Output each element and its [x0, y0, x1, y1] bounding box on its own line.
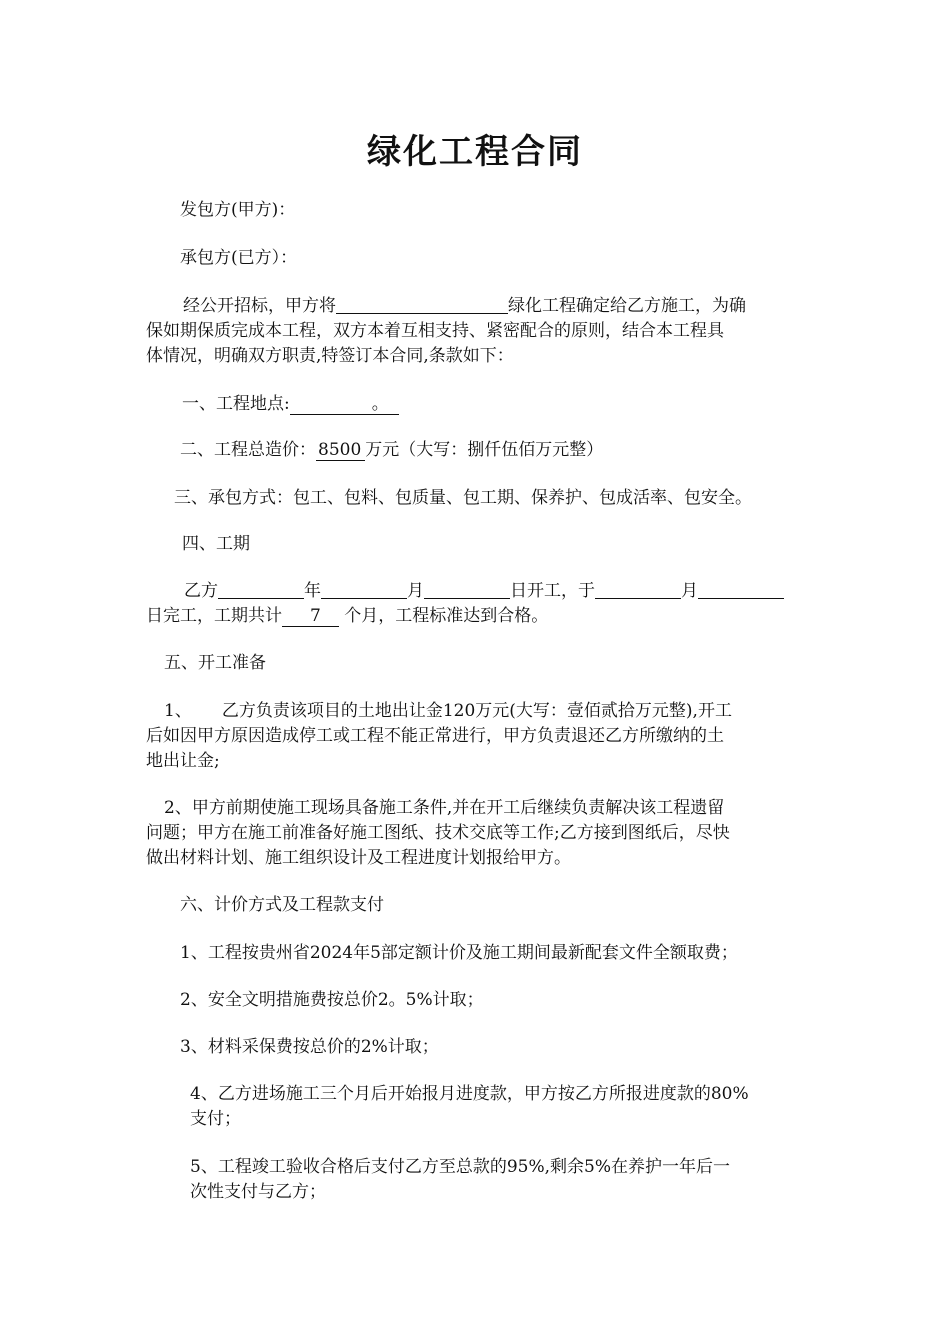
intro-line-3: 体情况，明确双方职责,特签订本合同,条款如下： [146, 346, 514, 366]
schedule-text: 日完工，工期共计 [146, 606, 282, 626]
schedule-text: 年 [304, 581, 321, 601]
months-value: 7 [282, 606, 339, 627]
payment-item-3: 3、材料采保费按总价的2%计取； [180, 1037, 439, 1057]
clause-6-heading: 六、计价方式及工程款支付 [180, 895, 384, 915]
schedule-line-2 [146, 604, 548, 629]
clause-3-contract-mode: 三、承包方式：包工、包料、包质量、包工期、保养护、包成活率、包安全。 [174, 488, 752, 508]
payment-item-2: 2、安全文明措施费按总价2。5%计取； [180, 990, 484, 1010]
prep-item-2-line-2: 问题；甲方在施工前准备好施工图纸、技术交底等工作;乙方接到图纸后，尽快 [146, 823, 730, 843]
payment-item-5-line-2: 次性支付与乙方； [190, 1182, 326, 1202]
schedule-line-1 [184, 579, 784, 604]
party-b-line: 承包方(已方）： [180, 248, 298, 268]
clause-1-location [182, 392, 399, 417]
end-month-blank[interactable] [595, 579, 681, 599]
start-year-blank[interactable] [218, 579, 304, 599]
project-name-blank[interactable] [336, 294, 508, 314]
start-day-blank[interactable] [424, 579, 510, 599]
party-a-line: 发包方(甲方)： [180, 200, 296, 220]
prep-item-1-line-1 [164, 699, 732, 724]
payment-item-5-line-1: 5、工程竣工验收合格后支付乙方至总款的95%,剩余5%在养护一年后一 [190, 1157, 730, 1177]
payment-item-1: 1、工程按贵州省2024年5部定额计价及施工期间最新配套文件全额取费； [180, 943, 738, 963]
schedule-text: 个月，工程标准达到合格。 [344, 606, 549, 626]
prep-item-1-line-2: 后如因甲方原因造成停工或工程不能正常进行，甲方负责退还乙方所缴纳的土 [146, 726, 724, 746]
start-month-blank[interactable] [321, 579, 407, 599]
schedule-text: 月 [681, 581, 698, 601]
intro-line-1 [183, 294, 746, 319]
schedule-text: 月 [407, 581, 424, 601]
clause-5-heading: 五、开工准备 [164, 653, 266, 673]
intro-text: 经公开招标，甲方将 [183, 296, 336, 316]
prep-item-2-line-1: 2、甲方前期使施工现场具备施工条件,并在开工后继续负责解决该工程遗留 [164, 798, 725, 818]
clause-4-heading: 四、工期 [182, 534, 250, 554]
price-amount: 8500 [316, 440, 365, 461]
prep-item-1-line-3: 地出让金; [146, 751, 220, 771]
intro-line-2: 保如期保质完成本工程，双方本着互相支持、紧密配合的原则，结合本工程具 [146, 321, 724, 341]
schedule-text: 日开工，于 [510, 581, 595, 601]
payment-item-4-line-2: 支付； [190, 1109, 241, 1129]
schedule-text: 乙方 [184, 581, 218, 601]
end-day-blank[interactable] [698, 579, 784, 599]
clause-label: 二、工程总造价： [180, 440, 316, 460]
clause-label: 一、工程地点: [182, 394, 290, 414]
price-words: 万元（大写：捌仟伍佰万元整） [365, 440, 604, 460]
item-number: 1、 [164, 701, 192, 721]
intro-text: 绿化工程确定给乙方施工，为确 [508, 296, 746, 316]
item-text: 乙方负责该项目的土地出让金120万元(大写：壹佰贰拾万元整),开工 [221, 701, 732, 721]
clause-2-total-price [180, 438, 603, 463]
location-blank[interactable]: 。 [290, 394, 399, 415]
prep-item-2-line-3: 做出材料计划、施工组织设计及工程进度计划报给甲方。 [146, 848, 571, 868]
document-title: 绿化工程合同 [367, 132, 583, 172]
payment-item-4-line-1: 4、乙方进场施工三个月后开始报月进度款，甲方按乙方所报进度款的80% [190, 1084, 749, 1104]
